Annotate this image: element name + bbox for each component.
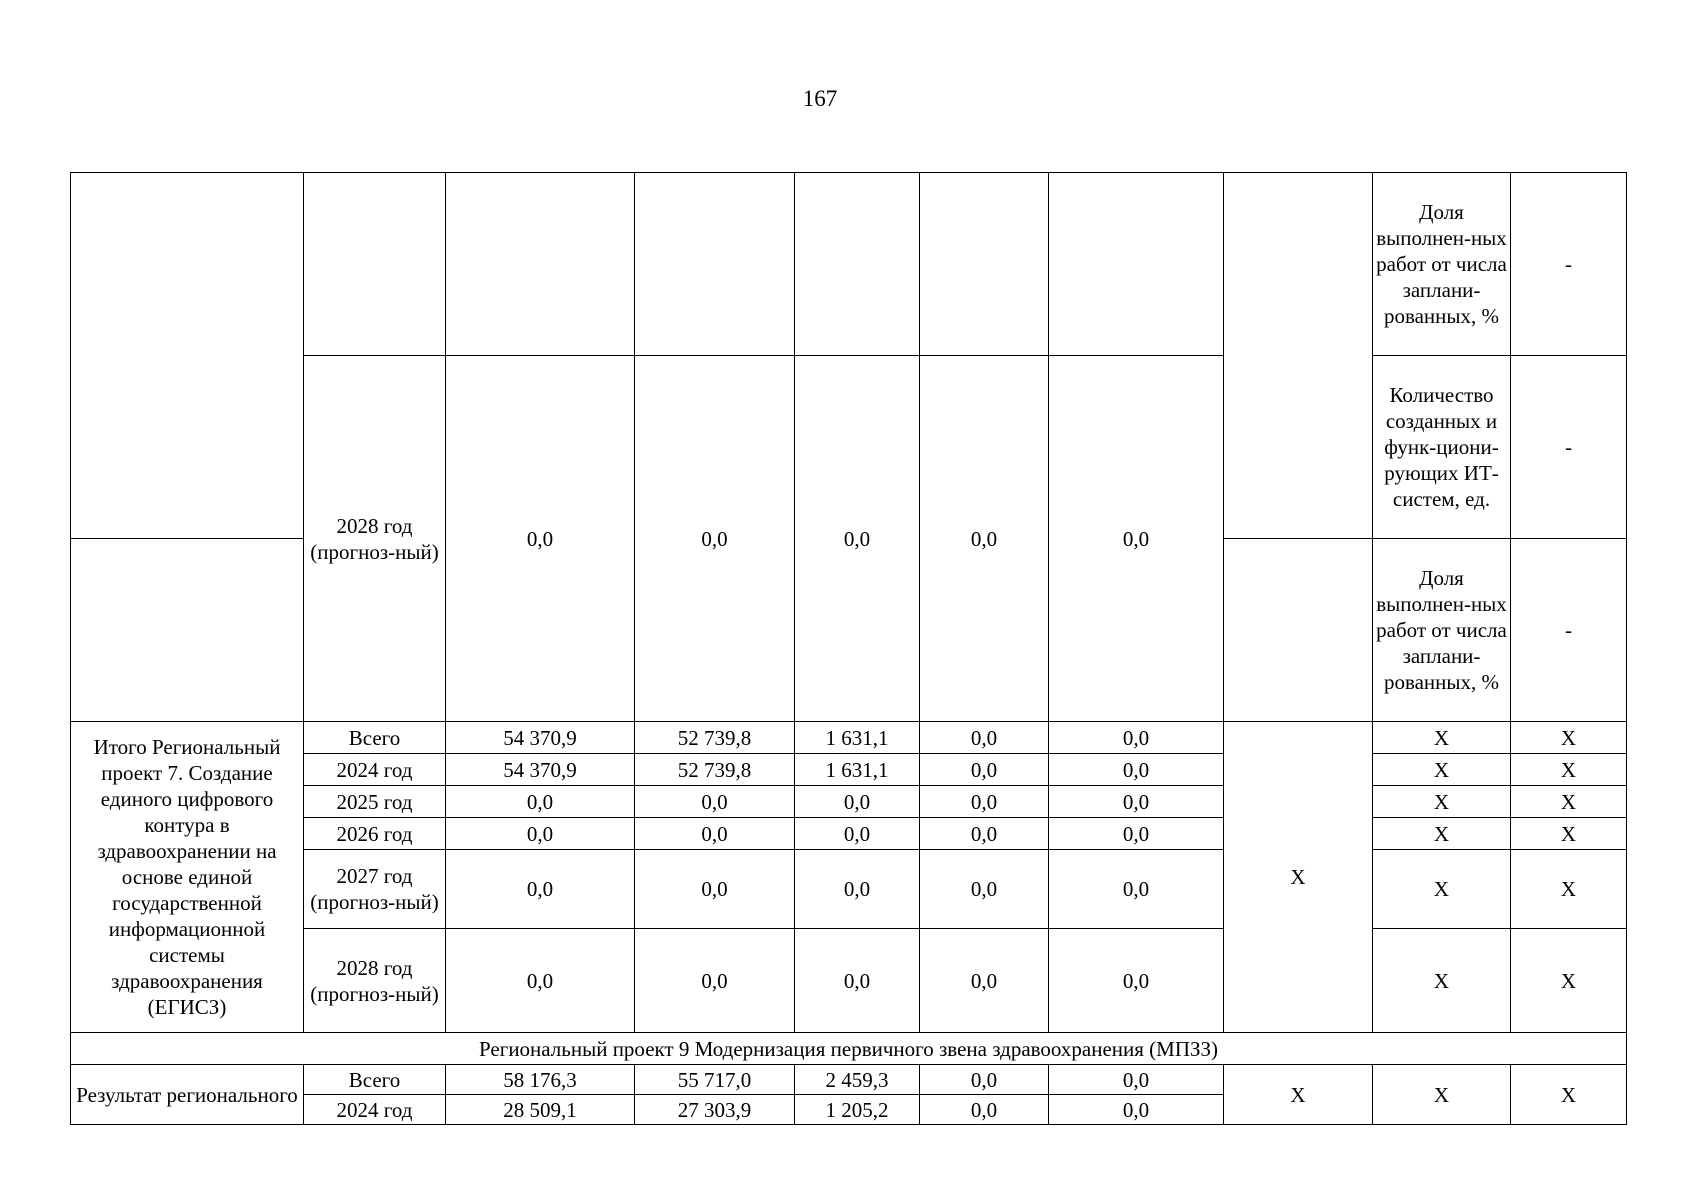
period-cell: 2024 год xyxy=(304,754,446,786)
indicator-cell: Х xyxy=(1373,754,1511,786)
table-row xyxy=(71,1065,1627,1095)
indicator-cell: Доля выполнен-ных работ от числа заплани-рованных, % xyxy=(1373,539,1511,722)
table-row xyxy=(71,722,1627,754)
period-cell: 2025 год xyxy=(304,786,446,818)
period-cell: 2026 год xyxy=(304,818,446,850)
amount-cell: 0,0 xyxy=(795,356,920,722)
empty-label-cell xyxy=(71,539,304,722)
amount-cell: 1 631,1 xyxy=(795,754,920,786)
budget-table xyxy=(70,172,1627,1125)
amount-cell: 52 739,8 xyxy=(635,722,795,754)
responsible-cell xyxy=(1224,539,1373,722)
indicator-value: Х xyxy=(1511,1065,1627,1125)
indicator-cell: Х xyxy=(1373,818,1511,850)
amount-cell: 58 176,3 xyxy=(446,1065,635,1095)
amount-cell: 0,0 xyxy=(1049,1065,1224,1095)
empty-cell xyxy=(920,173,1049,356)
table-row xyxy=(71,850,1627,929)
amount-cell: 52 739,8 xyxy=(635,754,795,786)
amount-cell: 0,0 xyxy=(920,929,1049,1033)
amount-cell: 0,0 xyxy=(446,850,635,929)
indicator-value: Х xyxy=(1511,722,1627,754)
project-total-title: Итого Региональный проект 7. Создание единого цифрового контура в здравоохранении на основе единой государственной информационной системы здравоохранения (ЕГИСЗ) xyxy=(71,722,304,1033)
amount-cell: 0,0 xyxy=(446,929,635,1033)
section-header: Региональный проект 9 Модернизация первичного звена здравоохранения (МПЗЗ) xyxy=(71,1033,1627,1065)
result-title: Результат регионального xyxy=(71,1065,304,1125)
indicator-cell: Количество созданных и функ-циони-рующих ИТ-систем, ед. xyxy=(1373,356,1511,539)
amount-cell: 0,0 xyxy=(635,818,795,850)
table-row xyxy=(71,818,1627,850)
indicator-cell: Х xyxy=(1373,929,1511,1033)
amount-cell: 0,0 xyxy=(920,754,1049,786)
amount-cell: 1 205,2 xyxy=(795,1095,920,1125)
amount-cell: 0,0 xyxy=(795,818,920,850)
amount-cell: 0,0 xyxy=(1049,356,1224,722)
amount-cell: 0,0 xyxy=(635,356,795,722)
amount-cell: 1 631,1 xyxy=(795,722,920,754)
indicator-value: Х xyxy=(1511,754,1627,786)
responsible-cell: Х xyxy=(1224,722,1373,1033)
amount-cell: 0,0 xyxy=(635,786,795,818)
amount-cell: 0,0 xyxy=(1049,754,1224,786)
indicator-value: - xyxy=(1511,539,1627,722)
indicator-cell: Х xyxy=(1373,1065,1511,1125)
amount-cell: 0,0 xyxy=(920,850,1049,929)
amount-cell: 0,0 xyxy=(1049,722,1224,754)
table-row xyxy=(71,356,1627,539)
amount-cell: 0,0 xyxy=(920,1065,1049,1095)
amount-cell: 0,0 xyxy=(1049,850,1224,929)
empty-label-cell xyxy=(71,173,304,539)
period-cell: 2028 год (прогноз-ный) xyxy=(304,929,446,1033)
amount-cell: 54 370,9 xyxy=(446,754,635,786)
amount-cell: 0,0 xyxy=(1049,818,1224,850)
empty-cell xyxy=(446,173,635,356)
period-cell: 2028 год (прогноз-ный) xyxy=(304,356,446,722)
indicator-value: Х xyxy=(1511,818,1627,850)
amount-cell: 0,0 xyxy=(446,356,635,722)
table-row xyxy=(71,754,1627,786)
indicator-value: Х xyxy=(1511,786,1627,818)
amount-cell: 0,0 xyxy=(920,818,1049,850)
period-cell: 2027 год (прогноз-ный) xyxy=(304,850,446,929)
empty-cell xyxy=(1049,173,1224,356)
empty-cell xyxy=(635,173,795,356)
empty-cell xyxy=(795,173,920,356)
amount-cell: 0,0 xyxy=(446,786,635,818)
indicator-cell: Х xyxy=(1373,850,1511,929)
amount-cell: 0,0 xyxy=(795,786,920,818)
amount-cell: 0,0 xyxy=(920,1095,1049,1125)
table-row xyxy=(71,929,1627,1033)
responsible-cell xyxy=(1224,173,1373,539)
amount-cell: 0,0 xyxy=(1049,1095,1224,1125)
amount-cell: 0,0 xyxy=(920,722,1049,754)
indicator-cell: Доля выполнен-ных работ от числа заплани-рованных, % xyxy=(1373,173,1511,356)
responsible-cell: Х xyxy=(1224,1065,1373,1125)
amount-cell: 28 509,1 xyxy=(446,1095,635,1125)
period-cell: Всего xyxy=(304,1065,446,1095)
table-row xyxy=(71,1033,1627,1065)
amount-cell: 0,0 xyxy=(1049,929,1224,1033)
table-row xyxy=(71,173,1627,356)
amount-cell: 0,0 xyxy=(795,929,920,1033)
indicator-value: - xyxy=(1511,173,1627,356)
amount-cell: 0,0 xyxy=(635,850,795,929)
amount-cell: 0,0 xyxy=(920,356,1049,722)
amount-cell: 27 303,9 xyxy=(635,1095,795,1125)
page-number: 167 xyxy=(802,86,838,111)
table-row xyxy=(71,786,1627,818)
period-cell: Всего xyxy=(304,722,446,754)
amount-cell: 0,0 xyxy=(446,818,635,850)
indicator-value: Х xyxy=(1511,850,1627,929)
indicator-value: - xyxy=(1511,356,1627,539)
indicator-value: Х xyxy=(1511,929,1627,1033)
amount-cell: 0,0 xyxy=(795,850,920,929)
amount-cell: 54 370,9 xyxy=(446,722,635,754)
empty-cell xyxy=(304,173,446,356)
amount-cell: 0,0 xyxy=(920,786,1049,818)
period-cell: 2024 год xyxy=(304,1095,446,1125)
indicator-cell: Х xyxy=(1373,786,1511,818)
amount-cell: 0,0 xyxy=(635,929,795,1033)
amount-cell: 0,0 xyxy=(1049,786,1224,818)
indicator-cell: Х xyxy=(1373,722,1511,754)
amount-cell: 2 459,3 xyxy=(795,1065,920,1095)
amount-cell: 55 717,0 xyxy=(635,1065,795,1095)
